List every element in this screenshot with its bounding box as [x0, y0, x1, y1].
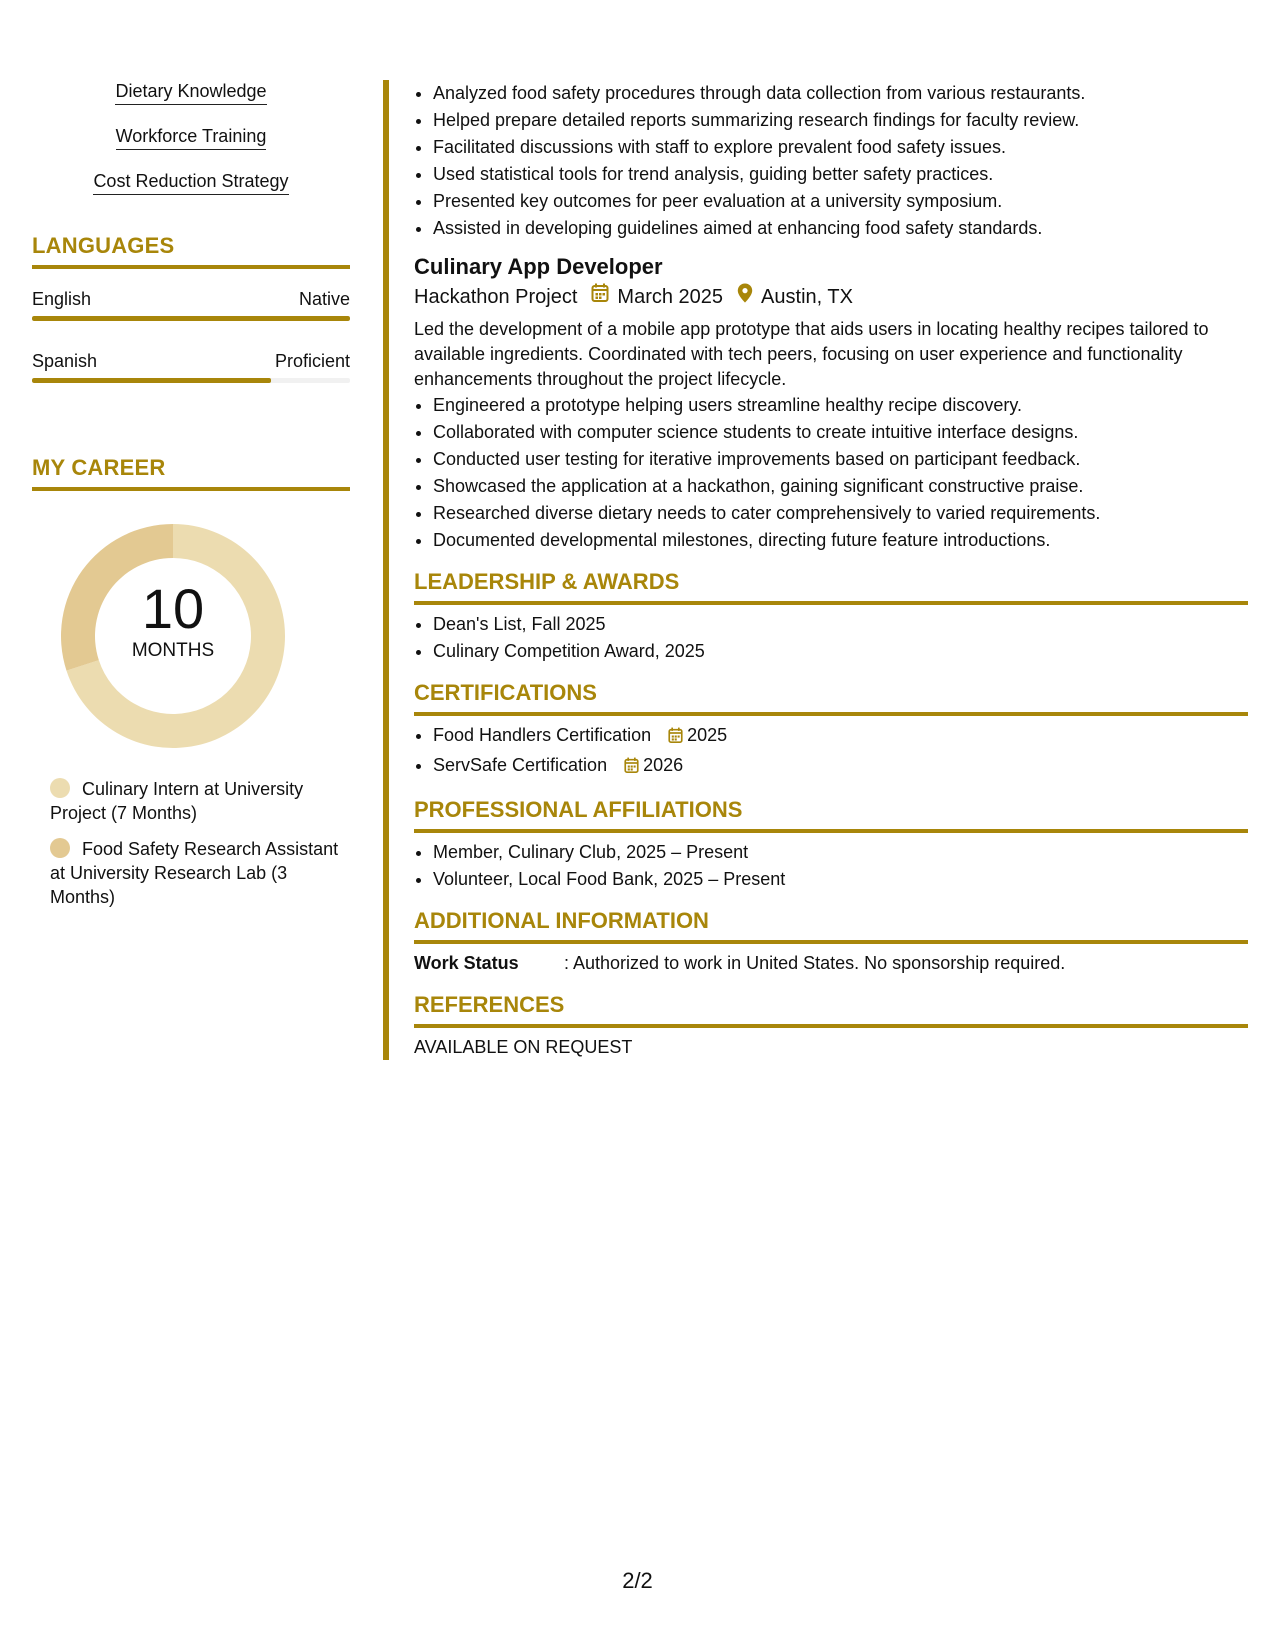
career-heading: MY CAREER [32, 455, 166, 480]
language-proficiency-bar [32, 316, 350, 321]
language-proficiency-fill [32, 378, 271, 383]
list-item: • Showcased the application at a hackathon, gaining significant constructive praise. [433, 473, 1248, 500]
experience-bullets-continued [414, 80, 1248, 242]
job-location: Austin, TX [761, 286, 853, 308]
location-pin-icon [737, 282, 753, 312]
list-item: • Presented key outcomes for peer evaluation at a university symposium. [433, 188, 1248, 215]
work-status-value: : Authorized to work in United States. No sponsorship required. [564, 953, 1066, 973]
language-level: Native [298, 289, 350, 309]
affiliations-list [414, 839, 1248, 893]
list-item: • Analyzed food safety procedures through data collection from various restaurants. [433, 80, 1248, 107]
page-number: 2/2 [622, 1568, 653, 1593]
list-item: • Engineered a prototype helping users streamline healthy recipe discovery. [433, 392, 1248, 419]
list-item [433, 722, 1248, 752]
career-section [32, 455, 350, 909]
language-name: English [32, 289, 92, 309]
list-item: • Volunteer, Local Food Bank, 2025 – Present [433, 866, 1248, 893]
list-item: • Helped prepare detailed reports summarizing research findings for faculty review. [433, 107, 1248, 134]
section-heading-references: REFERENCES [414, 992, 565, 1017]
language-item [32, 351, 350, 383]
job-date: March 2025 [617, 286, 724, 308]
heading-rule [32, 487, 350, 491]
list-item: • Documented developmental milestones, directing future feature introductions. [433, 527, 1248, 554]
certification-name: ServSafe Certification [433, 755, 608, 775]
heading-rule [414, 1024, 1248, 1028]
job-meta [414, 282, 1248, 312]
column-divider [383, 80, 389, 1060]
work-status-row [414, 950, 1248, 977]
heading-rule [414, 601, 1248, 605]
right-column [414, 80, 1248, 1061]
job-organization: Hackathon Project [414, 286, 578, 308]
list-item: • Conducted user testing for iterative improvements based on participant feedback. [433, 446, 1248, 473]
legend-swatch [50, 838, 70, 858]
languages-section [32, 233, 350, 383]
heading-rule [32, 265, 350, 269]
awards-list [414, 611, 1248, 665]
calendar-icon [591, 282, 609, 312]
career-donut-chart [32, 521, 350, 751]
work-status-label: Work Status [414, 953, 519, 973]
left-column [32, 80, 350, 909]
certification-name: Food Handlers Certification [433, 725, 652, 745]
section-heading-affiliations: PROFESSIONAL AFFILIATIONS [414, 797, 743, 822]
languages-heading: LANGUAGES [32, 233, 175, 258]
job-bullets [414, 392, 1248, 554]
list-item: • Used statistical tools for trend analysis, guiding better safety practices. [433, 161, 1248, 188]
language-proficiency-bar [32, 378, 350, 383]
list-item: • Facilitated discussions with staff to explore prevalent food safety issues. [433, 134, 1248, 161]
career-total-unit: MONTHS [131, 640, 215, 661]
legend-swatch [50, 778, 70, 798]
legend-item: Food Safety Research Assistant at University Research Lab (3 Months) [50, 839, 339, 907]
skill-item: Cost Reduction Strategy [32, 170, 350, 215]
language-level: Proficient [274, 351, 350, 371]
heading-rule [414, 712, 1248, 716]
heading-rule [414, 829, 1248, 833]
legend-item: Culinary Intern at University Project (7 Months) [50, 779, 304, 823]
skill-item: Dietary Knowledge [32, 80, 350, 125]
references-text: AVAILABLE ON REQUEST [414, 1037, 633, 1057]
list-item: • Collaborated with computer science students to create intuitive interface designs. [433, 419, 1248, 446]
list-item: • Dean's List, Fall 2025 [433, 611, 1248, 638]
certification-year: 2026 [643, 755, 684, 775]
calendar-icon [668, 725, 683, 752]
section-heading-certifications: CERTIFICATIONS [414, 680, 597, 705]
heading-rule [414, 940, 1248, 944]
job-title: Culinary App Developer [414, 254, 663, 279]
list-item: • Assisted in developing guidelines aimed at enhancing food safety standards. [433, 215, 1248, 242]
list-item: • Member, Culinary Club, 2025 – Present [433, 839, 1248, 866]
certification-year: 2025 [687, 725, 728, 745]
list-item [433, 752, 1248, 782]
section-heading-additional: ADDITIONAL INFORMATION [414, 908, 709, 933]
section-heading-awards: LEADERSHIP & AWARDS [414, 569, 680, 594]
job-description: Led the development of a mobile app prototype that aids users in locating healthy recipes tailored to available ingredients. Coordinated with tech peers, focusing on user experience and functionality enhancements throughout the project lifecycle. [414, 319, 1209, 389]
language-proficiency-fill [32, 316, 350, 321]
career-legend [32, 777, 340, 909]
skill-item: Workforce Training [32, 125, 350, 170]
calendar-icon [624, 755, 639, 782]
language-name: Spanish [32, 351, 98, 371]
list-item: • Researched diverse dietary needs to cater comprehensively to varied requirements. [433, 500, 1248, 527]
language-item [32, 289, 350, 321]
list-item: • Culinary Competition Award, 2025 [433, 638, 1248, 665]
certifications-list [414, 722, 1248, 782]
career-total-value: 10 [141, 577, 205, 640]
